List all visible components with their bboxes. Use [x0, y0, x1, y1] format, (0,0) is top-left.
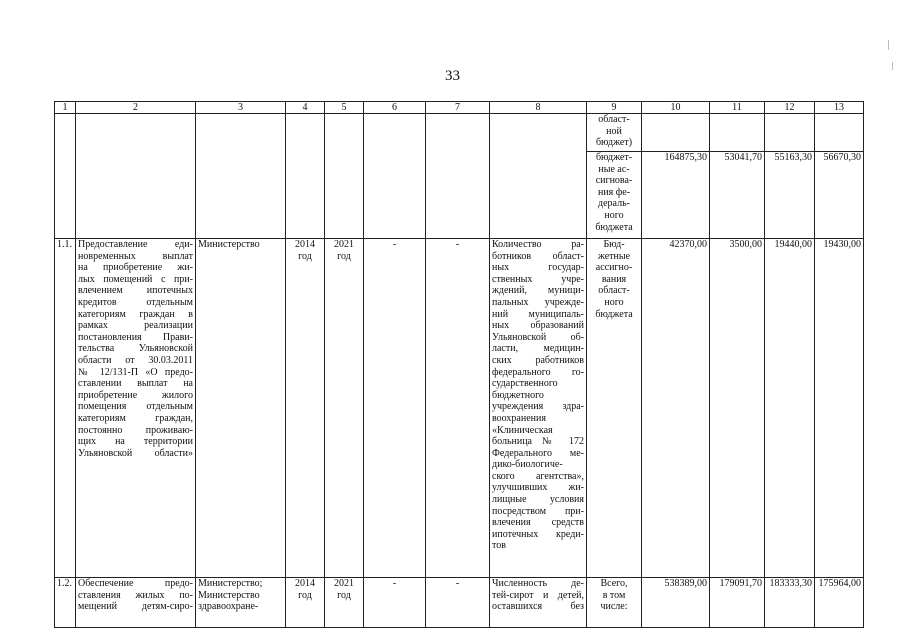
header-cell: 8	[490, 102, 587, 114]
funding-source-cell: бюджет- ные ас- сигнова- ния фе- дераль- ного бюджета	[587, 152, 642, 239]
table-cell: -	[426, 239, 490, 578]
funding-source-cell: Бюд- жетные ассигно- вания област- ного бюджета	[587, 239, 642, 578]
amount-year: 56670,30	[815, 152, 864, 239]
target-indicator: Численность де- тей-сирот и детей, оставшихся без	[490, 578, 587, 628]
table-cell	[765, 114, 815, 152]
header-cell: 4	[286, 102, 325, 114]
table-cell: -	[364, 578, 426, 628]
table-cell	[286, 114, 325, 239]
amount-year: 53041,70	[710, 152, 765, 239]
table-cell	[325, 114, 364, 239]
table-cell	[196, 114, 286, 239]
amount-year: 175964,00	[815, 578, 864, 628]
amount-total: 538389,00	[642, 578, 710, 628]
table-cell	[364, 114, 426, 239]
table-row-1-2	[55, 578, 864, 628]
header-row	[55, 102, 864, 114]
amount-year: 55163,30	[765, 152, 815, 239]
row-number: 1.1.	[55, 239, 76, 578]
header-cell: 11	[710, 102, 765, 114]
header-cell: 2	[76, 102, 196, 114]
table-cell	[710, 114, 765, 152]
amount-year: 179091,70	[710, 578, 765, 628]
amount-year: 19430,00	[815, 239, 864, 578]
end-year: 2021 год	[325, 578, 364, 628]
margin-mark	[892, 62, 893, 70]
table-row-1-1	[55, 239, 864, 578]
start-year: 2014 год	[286, 578, 325, 628]
executor: Министерство; Министерство здравоохране-	[196, 578, 286, 628]
page-number: 33	[445, 68, 460, 84]
table-cell: -	[426, 578, 490, 628]
header-cell: 9	[587, 102, 642, 114]
executor: Министерство	[196, 239, 286, 578]
header-cell: 3	[196, 102, 286, 114]
table-cell	[815, 114, 864, 152]
continuation-row	[55, 114, 864, 152]
header-cell: 7	[426, 102, 490, 114]
measure-name: Обеспечение предо- ставления жилых по- мещений детям-сиро-	[76, 578, 196, 628]
start-year: 2014 год	[286, 239, 325, 578]
table-cell	[490, 114, 587, 239]
amount-total: 164875,30	[642, 152, 710, 239]
header-cell: 1	[55, 102, 76, 114]
target-indicator: Количество ра- ботников област- ных государ- ственных учре- ждений, муници- пальных учрежде- ний муниципаль- ных образований Ульяновской об- ласти, медицин- ских работников федерального го- сударственного бюджетного учреждения здра- воохранения «Клиническая больница № 172 Федерального ме- дико-биологиче- ского агентства», улучшивших жи- лищные условия посредством при- влечения средств ипотечных креди- тов	[490, 239, 587, 578]
end-year: 2021 год	[325, 239, 364, 578]
row-number: 1.2.	[55, 578, 76, 628]
table-cell	[76, 114, 196, 239]
table-cell	[642, 114, 710, 152]
funding-source-cell: област- ной бюджет)	[587, 114, 642, 152]
funding-source-cell: Всего, в том числе:	[587, 578, 642, 628]
amount-year: 3500,00	[710, 239, 765, 578]
amount-year: 19440,00	[765, 239, 815, 578]
table-cell: -	[364, 239, 426, 578]
header-cell: 10	[642, 102, 710, 114]
measure-name: Предоставление еди- новременных выплат на приобретение жи- лых помещений с при- влечением ипотечных кредитов отдельным категориям граждан в рамках реализации постановления Прави- тельства Ульяновской области от 30.03.2011 № 12/131-П «О предо- ставлении выплат на приобретение жилого помещения отдельным категориям граждан, постоянно проживаю- щих на территории Ульяновской области»	[76, 239, 196, 578]
program-table	[54, 101, 864, 628]
table-cell	[426, 114, 490, 239]
header-cell: 6	[364, 102, 426, 114]
header-cell: 5	[325, 102, 364, 114]
header-cell: 13	[815, 102, 864, 114]
header-cell: 12	[765, 102, 815, 114]
margin-mark	[888, 40, 889, 50]
amount-year: 183333,30	[765, 578, 815, 628]
table-cell	[55, 114, 76, 239]
amount-total: 42370,00	[642, 239, 710, 578]
